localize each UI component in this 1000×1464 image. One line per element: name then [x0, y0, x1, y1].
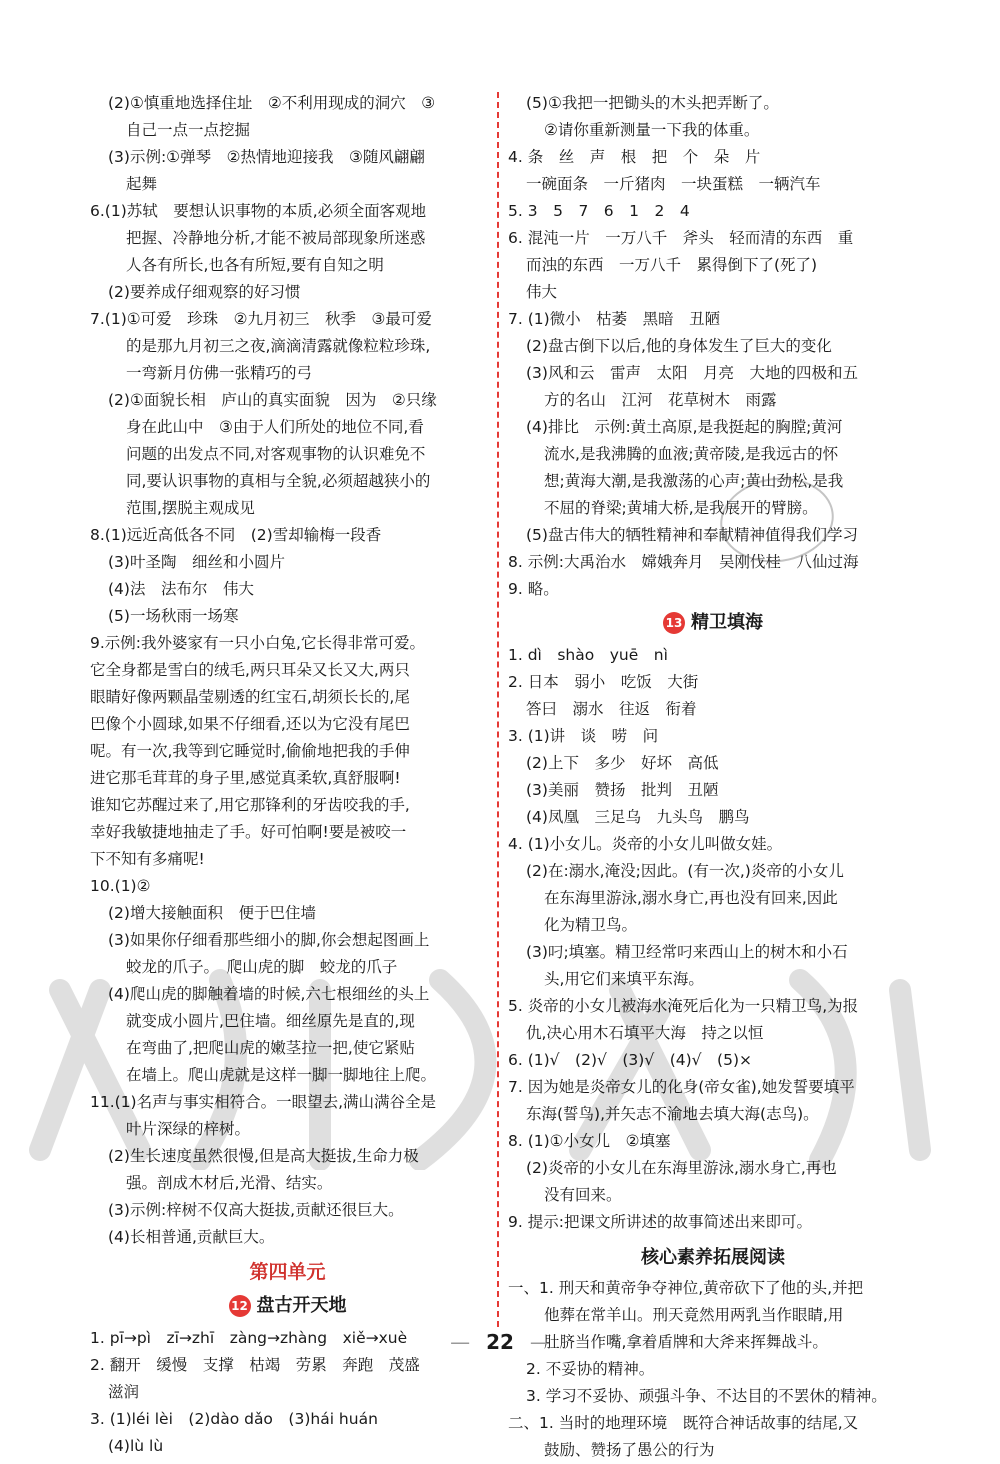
answer-line: (3)叼;填塞。精卫经常叼来西山上的树木和小石: [526, 943, 848, 961]
answer-line: 8.(1)远近高低各不同 (2)雪却输梅一段香: [90, 526, 382, 544]
answer-line: 3. (1)léi lèi (2)dào dǎo (3)hái huán: [90, 1410, 378, 1428]
lesson-number-badge: 13: [663, 612, 685, 634]
answer-line: 进它那毛茸茸的身子里,感觉真柔软,真舒服啊!: [90, 769, 401, 787]
answer-line: (3)如果你仔细看那些细小的脚,你会想起图画上: [108, 931, 430, 949]
left-column: [90, 90, 485, 1460]
answer-line: 一、1. 刑天和黄帝争夺神位,黄帝砍下了他的头,并把: [508, 1279, 864, 1297]
answer-line: 8. 示例:大禹治水 嫦娥奔月 吴刚伐桂 八仙过海: [508, 553, 859, 571]
answer-line: 谁知它苏醒过来了,用它那锋利的牙齿咬我的手,: [90, 796, 410, 814]
answer-line: (3)风和云 雷声 太阳 月亮 大地的四极和五: [526, 364, 858, 382]
answer-line: 眼睛好像两颗晶莹剔透的红宝石,胡须长长的,尾: [90, 688, 410, 706]
answer-line: 一碗面条 一斤猪肉 一块蛋糕 一辆汽车: [526, 175, 821, 193]
answer-line: 不屈的脊梁;黄埔大桥,是我展开的臂膀。: [544, 499, 818, 517]
answer-line: 巴像个小圆球,如果不仔细看,还以为它没有尾巴: [90, 715, 410, 733]
unit-title: 第四单元: [249, 1261, 326, 1283]
answer-line: 一弯新月仿佛一张精巧的弓: [126, 364, 313, 382]
answer-line: 答曰 溺水 往返 衔着: [526, 700, 697, 718]
answer-line: 没有回来。: [544, 1186, 622, 1204]
answer-line: (2)生长速度虽然很慢,但是高大挺拔,生命力极: [108, 1147, 419, 1165]
answer-line: ②请你重新测量一下我的体重。: [544, 121, 760, 139]
answer-line: (2)上下 多少 好坏 高低: [526, 754, 719, 772]
answer-line: 问题的出发点不同,对客观事物的认识难免不: [126, 445, 426, 463]
core-reading-answers: [508, 1275, 918, 1464]
answer-line: 5. 炎帝的小女儿被海水淹死后化为一只精卫鸟,为报: [508, 997, 859, 1015]
answer-line: 想;黄海大潮,是我激荡的心声;黄山劲松,是我: [544, 472, 844, 490]
answer-line: 身在此山中 ③由于人们所处的地位不同,看: [126, 418, 424, 436]
answer-line: 自己一点一点挖掘: [126, 121, 251, 139]
answer-line: 人各有所长,也各有所短,要有自知之明: [126, 256, 384, 274]
answer-line: 6.(1)苏轼 要想认识事物的本质,必须全面客观地: [90, 202, 427, 220]
answer-line: 下不知有多痛呢!: [90, 850, 205, 868]
answer-line: 在东海里游泳,溺水身亡,再也没有回来,因此: [544, 889, 838, 907]
answer-line: (4)lù lù: [108, 1437, 164, 1455]
answer-line: 方的名山 江河 花草树木 雨露: [544, 391, 777, 409]
answer-line: 7. (1)微小 枯萎 黑暗 丑陋: [508, 310, 721, 328]
answer-line: 起舞: [126, 175, 158, 193]
answer-line: 东海(誓鸟),并矢志不渝地去填大海(志鸟)。: [526, 1105, 819, 1123]
core-reading-title: 核心素养拓展阅读: [641, 1247, 785, 1268]
answer-line: 9.示例:我外婆家有一只小白兔,它长得非常可爱。: [90, 634, 425, 652]
lesson-number-badge: 12: [229, 1295, 251, 1317]
answer-line: 在弯曲了,把爬山虎的嫩茎拉一把,使它紧贴: [126, 1039, 415, 1057]
answer-line: (2)①慎重地选择住址 ②不利用现成的洞穴 ③: [108, 94, 436, 112]
answer-line: (3)叶圣陶 细丝和小圆片: [108, 553, 285, 571]
answer-line: (5)盘古伟大的牺牲精神和奉献精神值得我们学习: [526, 526, 858, 544]
answer-line: 头,用它们来填平东海。: [544, 970, 704, 988]
answer-line: 同,要认识事物的真相与全貌,必须超越狭小的: [126, 472, 431, 490]
lesson-12-heading: [90, 1292, 485, 1319]
answer-line: 他葬在常羊山。刑天竟然用两乳当作眼睛,用: [544, 1306, 844, 1324]
answer-line: 9. 略。: [508, 580, 559, 598]
lesson-13-heading: [508, 609, 918, 636]
answer-line: 叶片深绿的梓树。: [126, 1120, 251, 1138]
answer-line: 伟大: [526, 283, 558, 301]
answer-line: (2)炎帝的小女儿在东海里游泳,溺水身亡,再也: [526, 1159, 837, 1177]
answer-line: 范围,摆脱主观成见: [126, 499, 255, 517]
answer-line: 6. (1)√ (2)√ (3)√ (4)√ (5)×: [508, 1051, 752, 1069]
answer-line: 蛟龙的爪子。 爬山虎的脚 蛟龙的爪子: [126, 958, 398, 976]
answer-line: 流水,是我沸腾的血液;黄帝陵,是我远古的怀: [544, 445, 839, 463]
lesson-title: 盘古开天地: [256, 1295, 347, 1316]
answer-line: 3. 学习不妥协、顽强斗争、不达目的不罢休的精神。: [526, 1387, 887, 1405]
answer-line: (5)①我把一把锄头的木头把弄断了。: [526, 94, 779, 112]
answer-line: 7. 因为她是炎帝女儿的化身(帝女雀),她发誓要填平: [508, 1078, 855, 1096]
answer-line: 幸好我敏捷地抽走了手。好可怕啊!要是被咬一: [90, 823, 407, 841]
answer-line: 二、1. 当时的地理环境 既符合神话故事的结尾,又: [508, 1414, 859, 1432]
answer-line: (2)盘古倒下以后,他的身体发生了巨大的变化: [526, 337, 832, 355]
answer-line: 2. 日本 弱小 吃饭 大街: [508, 673, 699, 691]
answer-line: (4)排比 示例:黄土高原,是我挺起的胸膛;黄河: [526, 418, 843, 436]
answer-line: 的是那九月初三之夜,滴滴清露就像粒粒珍珠,: [126, 337, 431, 355]
answer-line: (4)爬山虎的脚触着墙的时候,六七根细丝的头上: [108, 985, 430, 1003]
answer-line: (5)一场秋雨一场寒: [108, 607, 239, 625]
answer-line: 8. (1)①小女儿 ②填塞: [508, 1132, 671, 1150]
answer-line: (4)法 法布尔 伟大: [108, 580, 254, 598]
answer-line: 4. 条 丝 声 根 把 个 朵 片: [508, 148, 761, 166]
answer-line: 而浊的东西 一万八千 累得倒下了(死了): [526, 256, 818, 274]
answer-line: 4. (1)小女儿。炎帝的小女儿叫做女娃。: [508, 835, 783, 853]
answer-line: (3)美丽 赞扬 批判 丑陋: [526, 781, 719, 799]
lesson-title: 精卫填海: [691, 612, 763, 633]
answer-line: 10.(1)②: [90, 877, 151, 895]
right-column: [508, 90, 918, 1464]
answer-line: 2. 不妥协的精神。: [526, 1360, 655, 1378]
answer-line: 仇,决心用木石填平大海 持之以恒: [526, 1024, 764, 1042]
answer-line: 就变成小圆片,巴住墙。细丝原先是直的,现: [126, 1012, 415, 1030]
answer-line: 鼓励、赞扬了愚公的行为: [544, 1441, 715, 1459]
answer-line: 它全身都是雪白的绒毛,两只耳朵又长又大,两只: [90, 661, 410, 679]
answer-line: 化为精卫鸟。: [544, 916, 638, 934]
answer-line: 滋润: [108, 1383, 140, 1401]
answer-line: 6. 混沌一片 一万八千 斧头 轻而清的东西 重: [508, 229, 854, 247]
answer-line: 1. dì shào yuē nì: [508, 646, 668, 664]
answer-line: 呢。有一次,我等到它睡觉时,偷偷地把我的手伸: [90, 742, 410, 760]
watermark-graphic: [20, 950, 980, 1170]
answer-line: 在墙上。爬山虎就是这样一脚一脚地往上爬。: [126, 1066, 437, 1084]
answer-line: 5. 3 5 7 6 1 2 4: [508, 202, 690, 220]
answer-line: 1. pī→pì zī→zhī zàng→zhàng xiě→xuè: [90, 1329, 408, 1347]
answer-line: 肚脐当作嘴,拿着盾牌和大斧来挥舞战斗。: [544, 1333, 828, 1351]
answer-line: (3)示例:①弹琴 ②热情地迎接我 ③随风翩翩: [108, 148, 425, 166]
answer-line: 强。剖成木材后,光滑、结实。: [126, 1174, 333, 1192]
answer-line: 7.(1)①可爱 珍珠 ②九月初三 秋季 ③最可爱: [90, 310, 432, 328]
answer-line: 3. (1)讲 谈 唠 问: [508, 727, 659, 745]
right-answers: [508, 90, 918, 603]
answer-line: (2)增大接触面积 便于巴住墙: [108, 904, 316, 922]
answer-line: 2. 翻开 缓慢 支撑 枯竭 劳累 奔跑 茂盛: [90, 1356, 420, 1374]
page-number-value: 22: [486, 1330, 514, 1354]
answer-line: 把握、冷静地分析,才能不被局部现象所迷惑: [126, 229, 426, 247]
answer-line: (4)长相普通,贡献巨大。: [108, 1228, 275, 1246]
answer-line: (3)示例:梓树不仅高大挺拔,贡献还很巨大。: [108, 1201, 404, 1219]
page-number: — 22 —: [450, 1330, 550, 1354]
answer-line: 11.(1)名声与事实相符合。一眼望去,满山满谷全是: [90, 1093, 437, 1111]
answer-line: (4)凤凰 三足乌 九头鸟 鹏鸟: [526, 808, 750, 826]
answer-line: (2)①面貌长相 庐山的真实面貌 因为 ②只缘: [108, 391, 437, 409]
answer-line: 9. 提示:把课文所讲述的故事简述出来即可。: [508, 1213, 812, 1231]
answer-line: (2)要养成仔细观察的好习惯: [108, 283, 301, 301]
answer-line: (2)在:溺水,淹没;因此。(有一次,)炎帝的小女儿: [526, 862, 844, 880]
